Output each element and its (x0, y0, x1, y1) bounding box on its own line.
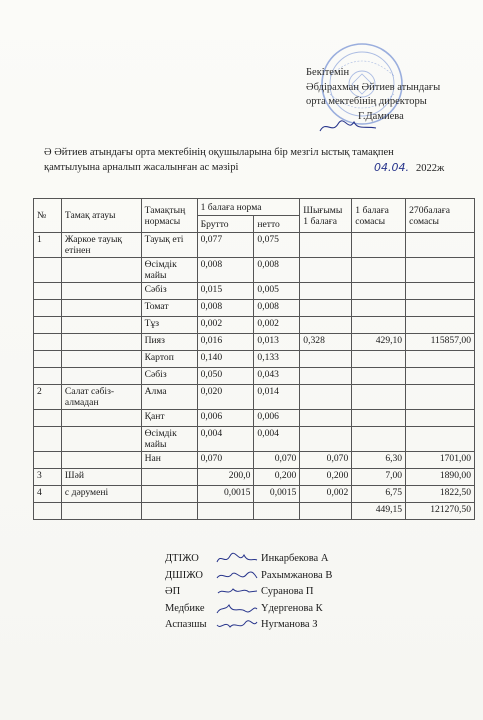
cell-dish (61, 503, 141, 520)
cell-no (34, 351, 62, 368)
cell-cost-270: 1890,00 (406, 469, 475, 486)
cell-no (34, 503, 62, 520)
cell-outflow (300, 283, 352, 300)
cell-no (34, 334, 62, 351)
cell-brutto (197, 503, 254, 520)
cell-cost-270 (406, 351, 475, 368)
cell-outflow: 0,002 (300, 486, 352, 503)
cell-cost-270: 115857,00 (406, 334, 475, 351)
header-dish: Тамақ атауы (61, 199, 141, 233)
cell-cost-one: 6,30 (352, 452, 406, 469)
cell-brutto: 0,016 (197, 334, 254, 351)
approval-director-name: Г.Дамиева (358, 110, 404, 122)
cell-outflow (300, 427, 352, 452)
table-row (34, 410, 475, 427)
heading-line-1: Ә Әйтиев атындағы орта мектебінің оқушыларына бір мезгіл ыстық тамақпен (44, 147, 394, 158)
cell-cost-270 (406, 258, 475, 283)
approval-school: Әбдірахман Әйтиев атындағы (306, 81, 441, 93)
cell-netto: 0,008 (254, 258, 300, 283)
cell-netto: 0,200 (254, 469, 300, 486)
cell-cost-one: 6,75 (352, 486, 406, 503)
cell-product: Алма (141, 385, 197, 410)
header-per-child: 1 балаға норма (197, 199, 300, 216)
cell-cost-one (352, 300, 406, 317)
cell-product: Тұз (141, 317, 197, 334)
table-row (34, 334, 475, 351)
cell-brutto: 0,004 (197, 427, 254, 452)
cell-dish (61, 368, 141, 385)
cell-netto: 0,008 (254, 300, 300, 317)
header-netto: нетто (254, 216, 300, 233)
cell-dish: Салат сәбіз-алмадан (61, 385, 141, 410)
signature-row (165, 617, 465, 634)
signature-name: Инкарбекова А (261, 553, 329, 564)
cell-dish: Жаркое тауық етінен (61, 233, 141, 258)
cell-brutto: 0,0015 (197, 486, 254, 503)
cell-cost-270 (406, 427, 475, 452)
cell-dish (61, 452, 141, 469)
table-row (34, 258, 475, 283)
approval-title: Бекітемін (306, 67, 350, 78)
table-row (34, 385, 475, 410)
cell-brutto: 0,006 (197, 410, 254, 427)
cell-outflow (300, 385, 352, 410)
cell-no (34, 300, 62, 317)
heading-year: 2022ж (416, 163, 445, 174)
signature-row (165, 551, 465, 568)
cell-outflow (300, 258, 352, 283)
signature-name: Суранова П (261, 586, 314, 597)
cell-cost-one (352, 317, 406, 334)
table-row (34, 452, 475, 469)
header-norm: Тамақтың нормасы (141, 199, 197, 233)
signature-role: Аспазшы (165, 619, 207, 630)
cell-cost-one (352, 283, 406, 300)
document-heading (44, 145, 474, 175)
cell-product: Өсімдік майы (141, 427, 197, 452)
table-row (34, 368, 475, 385)
cell-product: Томат (141, 300, 197, 317)
cell-cost-270: 1822,50 (406, 486, 475, 503)
cell-product: Өсімдік майы (141, 258, 197, 283)
menu-table (33, 198, 475, 520)
cell-outflow (300, 503, 352, 520)
signature-row (165, 584, 465, 601)
table-row (34, 300, 475, 317)
cell-netto: 0,006 (254, 410, 300, 427)
cell-cost-one (352, 385, 406, 410)
cell-dish (61, 300, 141, 317)
signature-row (165, 601, 465, 618)
cell-brutto: 0,070 (197, 452, 254, 469)
signature-role: Медбике (165, 602, 205, 614)
cell-brutto: 0,015 (197, 283, 254, 300)
cell-product: Сәбіз (141, 368, 197, 385)
cell-brutto: 0,020 (197, 385, 254, 410)
signature-role: ДТІЖО (165, 553, 199, 564)
cell-cost-270 (406, 300, 475, 317)
cell-cost-one: 449,15 (352, 503, 406, 520)
cell-cost-one: 7,00 (352, 469, 406, 486)
cell-dish (61, 258, 141, 283)
cell-outflow (300, 410, 352, 427)
cell-netto (254, 503, 300, 520)
cell-no (34, 317, 62, 334)
handwritten-signature-icon (215, 552, 259, 566)
table-row (34, 283, 475, 300)
cell-outflow: 0,070 (300, 452, 352, 469)
cell-dish (61, 317, 141, 334)
header-outflow: Шығымы 1 балаға (300, 199, 352, 233)
table-row (34, 351, 475, 368)
cell-product (141, 469, 197, 486)
signature-name: Рахымжанова В (261, 569, 333, 581)
cell-no: 4 (34, 486, 62, 503)
cell-netto: 0,133 (254, 351, 300, 368)
signature-row (165, 568, 465, 585)
table-row (34, 317, 475, 334)
cell-cost-270 (406, 368, 475, 385)
handwritten-date: 04.04. (374, 161, 409, 174)
cell-cost-270 (406, 283, 475, 300)
cell-no: 3 (34, 469, 62, 486)
cell-dish (61, 410, 141, 427)
heading-line-2: қамтылуына арналып жасалынған ас мәзірі (44, 162, 239, 173)
cell-outflow (300, 368, 352, 385)
cell-brutto: 0,077 (197, 233, 254, 258)
cell-cost-270: 121270,50 (406, 503, 475, 520)
cell-cost-270 (406, 385, 475, 410)
cell-no (34, 410, 62, 427)
cell-brutto: 0,008 (197, 300, 254, 317)
cell-outflow (300, 351, 352, 368)
cell-product (141, 486, 197, 503)
cell-cost-one (352, 410, 406, 427)
table-row (34, 503, 475, 520)
cell-brutto: 0,050 (197, 368, 254, 385)
cell-outflow: 0,200 (300, 469, 352, 486)
cell-cost-one: 429,10 (352, 334, 406, 351)
cell-cost-270 (406, 317, 475, 334)
cell-netto: 0,070 (254, 452, 300, 469)
cell-brutto: 0,002 (197, 317, 254, 334)
signature-role: ДШІЖО (165, 569, 203, 581)
cell-dish (61, 427, 141, 452)
table-row (34, 486, 475, 503)
signature-name: Үдергенова К (261, 602, 323, 614)
cell-no (34, 368, 62, 385)
cell-cost-one (352, 258, 406, 283)
cell-netto: 0,005 (254, 283, 300, 300)
cell-product: Пияз (141, 334, 197, 351)
approval-position: орта мектебінің директоры (306, 96, 427, 107)
cell-dish (61, 334, 141, 351)
cell-cost-one (352, 427, 406, 452)
cell-brutto: 0,008 (197, 258, 254, 283)
cell-netto: 0,075 (254, 233, 300, 258)
cell-cost-one (352, 233, 406, 258)
cell-netto: 0,013 (254, 334, 300, 351)
cell-netto: 0,002 (254, 317, 300, 334)
cell-no: 2 (34, 385, 62, 410)
cell-dish (61, 351, 141, 368)
handwritten-signature-icon (215, 618, 259, 632)
cell-product: Сәбіз (141, 283, 197, 300)
cell-cost-270: 1701,00 (406, 452, 475, 469)
cell-netto: 0,0015 (254, 486, 300, 503)
cell-cost-270 (406, 233, 475, 258)
cell-outflow: 0,328 (300, 334, 352, 351)
signatures-block (165, 551, 465, 634)
cell-product: Қант (141, 410, 197, 427)
cell-product (141, 503, 197, 520)
approval-block (306, 66, 476, 124)
cell-brutto: 0,140 (197, 351, 254, 368)
header-no: № (34, 199, 62, 233)
menu-table-body (34, 233, 475, 520)
table-row (34, 469, 475, 486)
cell-cost-270 (406, 410, 475, 427)
cell-no (34, 427, 62, 452)
handwritten-signature-icon (215, 569, 259, 583)
cell-outflow (300, 300, 352, 317)
cell-no (34, 452, 62, 469)
signature-name: Нугманова З (261, 619, 318, 630)
cell-cost-one (352, 351, 406, 368)
cell-brutto: 200,0 (197, 469, 254, 486)
signature-role: ӘП (165, 586, 181, 597)
header-cost-one: 1 балаға сомасы (352, 199, 406, 233)
cell-product: Картоп (141, 351, 197, 368)
cell-netto: 0,004 (254, 427, 300, 452)
header-cost-270: 270балаға сомасы (406, 199, 475, 233)
cell-cost-one (352, 368, 406, 385)
cell-no (34, 258, 62, 283)
table-row (34, 233, 475, 258)
cell-dish (61, 283, 141, 300)
cell-no: 1 (34, 233, 62, 258)
cell-product: Нан (141, 452, 197, 469)
cell-dish: с дәрумені (61, 486, 141, 503)
cell-no (34, 283, 62, 300)
handwritten-signature-icon (215, 602, 259, 616)
handwritten-signature-icon (215, 585, 259, 599)
header-brutto: Брутто (197, 216, 254, 233)
cell-dish: Шәй (61, 469, 141, 486)
cell-product: Тауық еті (141, 233, 197, 258)
cell-outflow (300, 233, 352, 258)
cell-outflow (300, 317, 352, 334)
cell-netto: 0,014 (254, 385, 300, 410)
table-row (34, 427, 475, 452)
cell-netto: 0,043 (254, 368, 300, 385)
